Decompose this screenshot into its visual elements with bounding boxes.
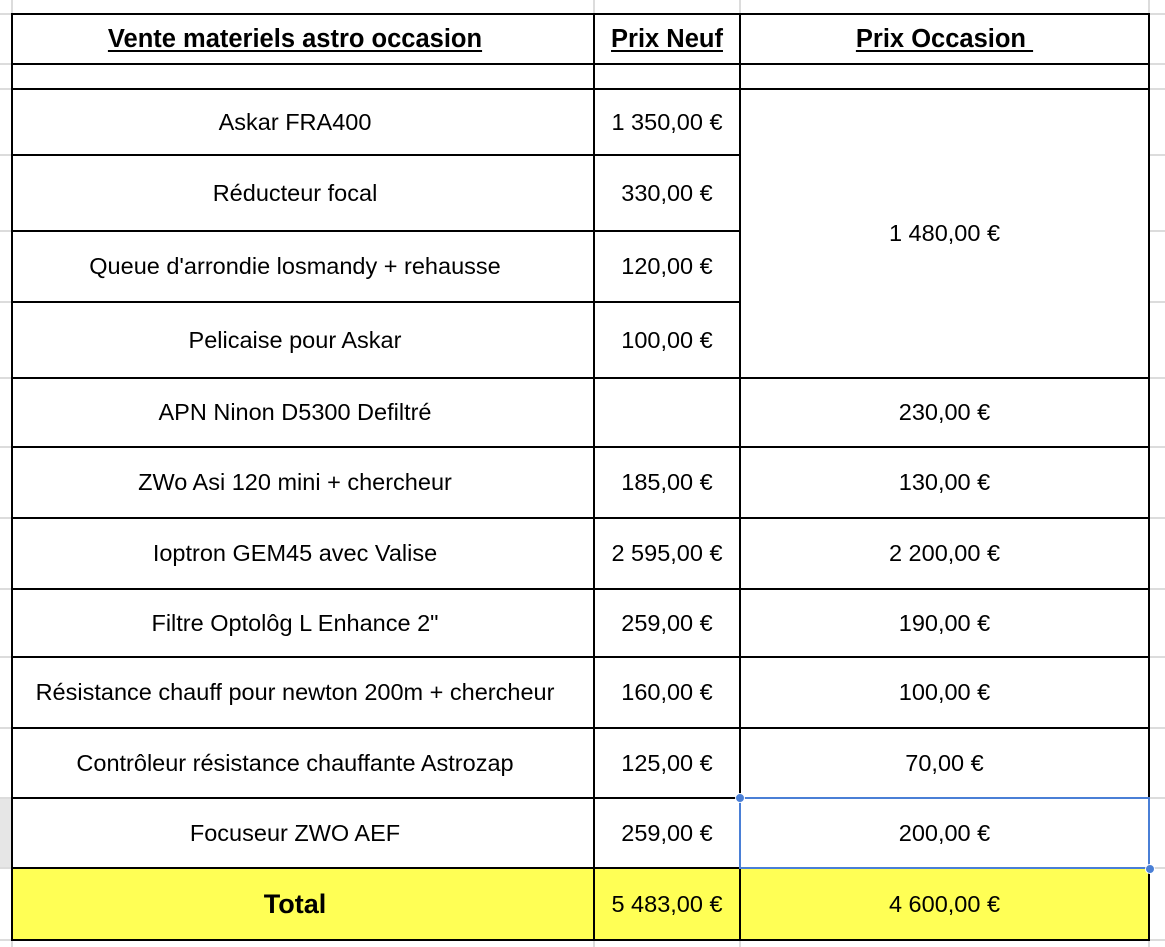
empty-cell[interactable]: [1150, 90, 1165, 154]
total-label-cell[interactable]: Total: [13, 869, 593, 939]
empty-cell[interactable]: [0, 303, 11, 377]
empty-cell[interactable]: [13, 65, 593, 88]
empty-cell[interactable]: [1150, 519, 1165, 588]
item-name-cell[interactable]: ZWo Asi 120 mini + chercheur: [13, 448, 593, 517]
new-price-cell[interactable]: 125,00 €: [595, 729, 739, 797]
empty-cell[interactable]: [0, 448, 11, 517]
item-name-cell[interactable]: Ioptron GEM45 avec Valise: [13, 519, 593, 588]
empty-cell[interactable]: [0, 729, 11, 797]
empty-cell[interactable]: [0, 799, 11, 867]
empty-cell[interactable]: [1150, 0, 1165, 13]
empty-cell[interactable]: [0, 232, 11, 301]
empty-cell[interactable]: [0, 519, 11, 588]
empty-cell[interactable]: [0, 15, 11, 63]
used-price-cell[interactable]: 230,00 €: [741, 379, 1148, 446]
used-price-cell[interactable]: 200,00 €: [741, 799, 1148, 867]
empty-cell[interactable]: [0, 941, 11, 947]
new-price-cell[interactable]: 330,00 €: [595, 156, 739, 230]
empty-cell[interactable]: [1150, 448, 1165, 517]
empty-cell[interactable]: [1150, 799, 1165, 867]
item-name-cell[interactable]: Focuseur ZWO AEF: [13, 799, 593, 867]
gridline-strip-right: [1150, 13, 1165, 941]
used-price-cell[interactable]: 190,00 €: [741, 590, 1148, 656]
empty-cell[interactable]: [1150, 590, 1165, 656]
gridline-strip-left: [0, 13, 11, 941]
empty-cell[interactable]: [0, 869, 11, 939]
item-name-cell[interactable]: Réducteur focal: [13, 156, 593, 230]
empty-cell[interactable]: [13, 0, 593, 13]
empty-cell[interactable]: [741, 0, 1148, 13]
new-price-cell[interactable]: 120,00 €: [595, 232, 739, 301]
header-item-label: Vente materiels astro occasion: [107, 24, 483, 53]
empty-cell[interactable]: [1150, 379, 1165, 446]
new-price-cell[interactable]: 160,00 €: [595, 658, 739, 727]
header-new-price-label: Prix Neuf: [611, 24, 723, 53]
item-name-cell[interactable]: APN Ninon D5300 Defiltré: [13, 379, 593, 446]
new-price-cell[interactable]: 100,00 €: [595, 303, 739, 377]
empty-cell[interactable]: [595, 0, 739, 13]
used-price-cell[interactable]: 130,00 €: [741, 448, 1148, 517]
new-price-cell[interactable]: 259,00 €: [595, 799, 739, 867]
item-name-cell[interactable]: Askar FRA400: [13, 90, 593, 154]
item-name-cell[interactable]: Contrôleur résistance chauffante Astrozap: [13, 729, 593, 797]
empty-cell[interactable]: [13, 941, 593, 947]
total-used-price-cell[interactable]: 4 600,00 €: [741, 869, 1148, 939]
empty-cell[interactable]: [0, 590, 11, 656]
new-price-cell[interactable]: 2 595,00 €: [595, 519, 739, 588]
empty-cell[interactable]: [1150, 303, 1165, 377]
new-price-cell[interactable]: 259,00 €: [595, 590, 739, 656]
item-name-cell[interactable]: Résistance chauff pour newton 200m + chercheur: [13, 658, 593, 727]
empty-cell[interactable]: [1150, 658, 1165, 727]
total-new-price-cell[interactable]: 5 483,00 €: [595, 869, 739, 939]
empty-cell[interactable]: [0, 90, 11, 154]
empty-cell[interactable]: [1150, 941, 1165, 947]
new-price-cell[interactable]: 185,00 €: [595, 448, 739, 517]
used-price-cell[interactable]: 100,00 €: [741, 658, 1148, 727]
used-price-cell[interactable]: 2 200,00 €: [741, 519, 1148, 588]
empty-cell[interactable]: [741, 65, 1148, 88]
gridline-strip-top: [0, 0, 1165, 13]
new-price-cell[interactable]: [595, 379, 739, 446]
empty-cell[interactable]: [1150, 156, 1165, 230]
empty-cell[interactable]: [0, 65, 11, 88]
header-used-price-label: Prix Occasion: [855, 24, 1034, 53]
item-name-cell[interactable]: Queue d'arrondie losmandy + rehausse: [13, 232, 593, 301]
price-table: [11, 13, 1150, 941]
empty-cell[interactable]: [0, 379, 11, 446]
new-price-cell[interactable]: 1 350,00 €: [595, 90, 739, 154]
header-item-cell[interactable]: [13, 15, 593, 63]
empty-cell[interactable]: [1150, 869, 1165, 939]
header-used-price-cell[interactable]: [741, 15, 1148, 63]
used-price-cell[interactable]: 70,00 €: [741, 729, 1148, 797]
header-new-price-cell[interactable]: [595, 15, 739, 63]
empty-cell[interactable]: [0, 0, 11, 13]
bundle-used-price-cell[interactable]: 1 480,00 €: [741, 90, 1148, 377]
empty-cell[interactable]: [0, 156, 11, 230]
empty-cell[interactable]: [1150, 729, 1165, 797]
empty-cell[interactable]: [1150, 15, 1165, 63]
item-name-cell[interactable]: Pelicaise pour Askar: [13, 303, 593, 377]
empty-cell[interactable]: [741, 941, 1148, 947]
empty-cell[interactable]: [595, 65, 739, 88]
empty-cell[interactable]: [0, 658, 11, 727]
empty-cell[interactable]: [1150, 232, 1165, 301]
empty-cell[interactable]: [595, 941, 739, 947]
gridline-strip-bottom: [0, 941, 1165, 947]
empty-cell[interactable]: [1150, 65, 1165, 88]
item-name-cell[interactable]: Filtre Optolôg L Enhance 2": [13, 590, 593, 656]
